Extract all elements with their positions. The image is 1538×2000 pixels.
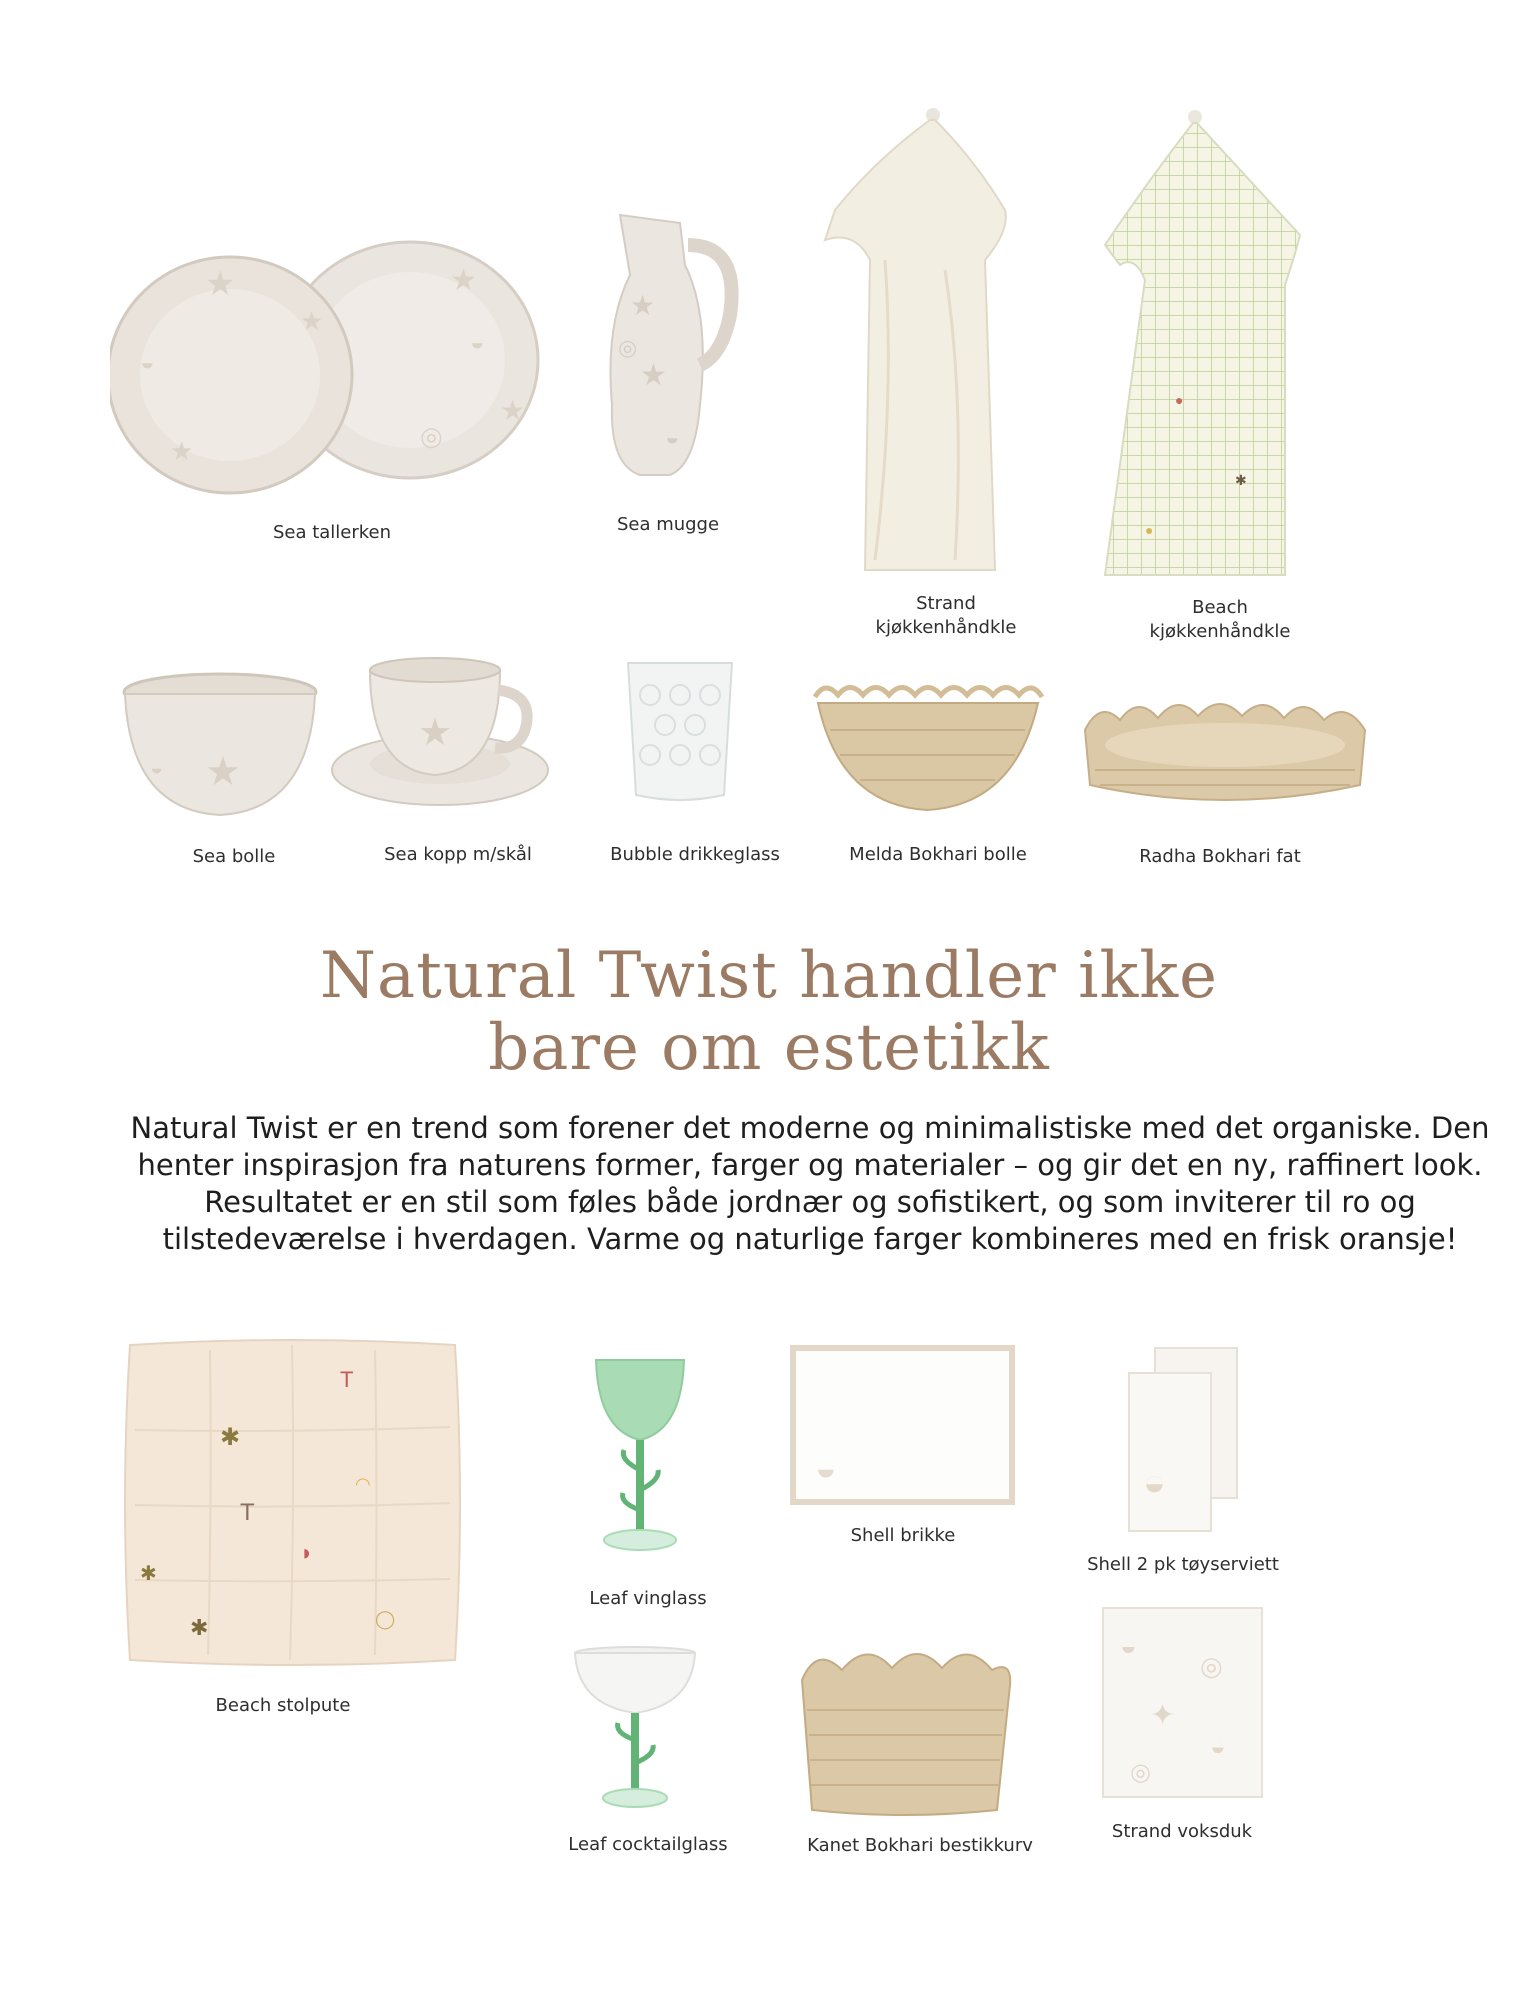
radha-fat-image <box>1080 690 1370 810</box>
beach-stolpute-image <box>120 1335 465 1670</box>
svg-text:◎: ◎ <box>618 335 638 360</box>
svg-text:◠: ◠ <box>355 1474 371 1494</box>
svg-text:◎: ◎ <box>1130 1759 1151 1786</box>
svg-text:★: ★ <box>450 264 477 297</box>
product-label: Leaf cocktailglass <box>568 1834 728 1855</box>
product-label: Beach stolpute <box>215 1695 351 1716</box>
svg-text:◒: ◒ <box>150 755 164 780</box>
svg-text:◒: ◒ <box>140 349 155 376</box>
beach-towel-image <box>1085 105 1305 585</box>
svg-text:T: T <box>340 1367 354 1392</box>
heading-line-1: Natural Twist handler ikke <box>320 939 1218 1013</box>
svg-text:★: ★ <box>205 750 241 794</box>
leaf-vinglass-image <box>590 1355 690 1555</box>
svg-text:◗: ◗ <box>300 1540 314 1565</box>
body-paragraph: Natural Twist er en trend som forener det moderne og minimalistiske med det organiske. Den henter inspirasjon fra naturens former, farger og materialer – og gir det en ny, raffinert look. Resultatet er en stil som føles både jordnær og sofistikert, og som inviterer til ro og tilstedeværelse i hverdagen. Varme og naturlige farger kombineres med en frisk oransje! <box>130 1111 1490 1256</box>
svg-text:◒: ◒ <box>1143 1462 1166 1504</box>
kanet-bestikkurv-image <box>792 1640 1017 1820</box>
product-label: Leaf vinglass <box>589 1588 707 1609</box>
svg-text:✱: ✱ <box>220 1424 241 1451</box>
product-label: Beach kjøkkenhåndkle <box>1149 597 1291 642</box>
svg-text:✱: ✱ <box>190 1615 209 1640</box>
svg-text:◒: ◒ <box>665 424 680 451</box>
heading-line-2: bare om estetikk <box>488 1011 1050 1085</box>
svg-text:◒: ◒ <box>815 1447 837 1488</box>
section-heading <box>0 940 1538 1084</box>
svg-text:✱: ✱ <box>140 1563 157 1585</box>
svg-text:★: ★ <box>418 712 453 754</box>
strand-voksduk-image <box>1100 1605 1265 1800</box>
svg-text:◒: ◒ <box>1210 1731 1226 1761</box>
shell-serviett-image <box>1125 1345 1240 1535</box>
product-label: Shell 2 pk tøyserviett <box>1087 1554 1279 1575</box>
svg-text:◒: ◒ <box>1120 1630 1137 1661</box>
svg-text:●: ● <box>1175 392 1184 408</box>
sea-kopp-image <box>330 650 550 810</box>
product-label: Shell brikke <box>850 1525 956 1546</box>
svg-text:★: ★ <box>630 290 656 321</box>
svg-text:★: ★ <box>205 265 236 303</box>
product-label: Kanet Bokhari bestikkurv <box>807 1835 1033 1856</box>
sea-tallerken-image <box>110 230 550 500</box>
svg-text:✦: ✦ <box>1150 1699 1176 1732</box>
melda-bolle-image <box>810 675 1045 815</box>
leaf-cocktailglass-image <box>570 1645 700 1810</box>
svg-text:◎: ◎ <box>420 421 443 451</box>
product-label: Sea kopp m/skål <box>384 844 532 865</box>
svg-text:◯: ◯ <box>375 1609 396 1629</box>
product-label: Melda Bokhari bolle <box>849 844 1027 865</box>
svg-text:◎: ◎ <box>1200 1651 1223 1681</box>
product-label: Sea tallerken <box>272 522 392 543</box>
svg-text:✱: ✱ <box>1235 472 1247 488</box>
product-label: Strand kjøkkenhåndkle <box>875 593 1017 638</box>
shell-brikke-image <box>790 1345 1015 1505</box>
svg-text:★: ★ <box>170 436 194 466</box>
svg-text:★: ★ <box>500 395 526 426</box>
bubble-glass-image <box>620 655 740 805</box>
svg-text:●: ● <box>1145 522 1154 538</box>
strand-towel-image <box>815 100 1015 580</box>
sea-mugge-image <box>600 205 750 485</box>
product-label: Bubble drikkeglass <box>610 844 780 865</box>
svg-text:◒: ◒ <box>470 329 485 356</box>
svg-text:★: ★ <box>640 359 667 392</box>
svg-text:★: ★ <box>300 306 324 336</box>
svg-text:T: T <box>240 1499 255 1526</box>
sea-bolle-image <box>120 670 320 820</box>
product-label: Strand voksduk <box>1111 1821 1253 1842</box>
product-label: Sea bolle <box>192 846 276 867</box>
product-label: Sea mugge <box>616 514 720 535</box>
product-label: Radha Bokhari fat <box>1139 846 1301 867</box>
